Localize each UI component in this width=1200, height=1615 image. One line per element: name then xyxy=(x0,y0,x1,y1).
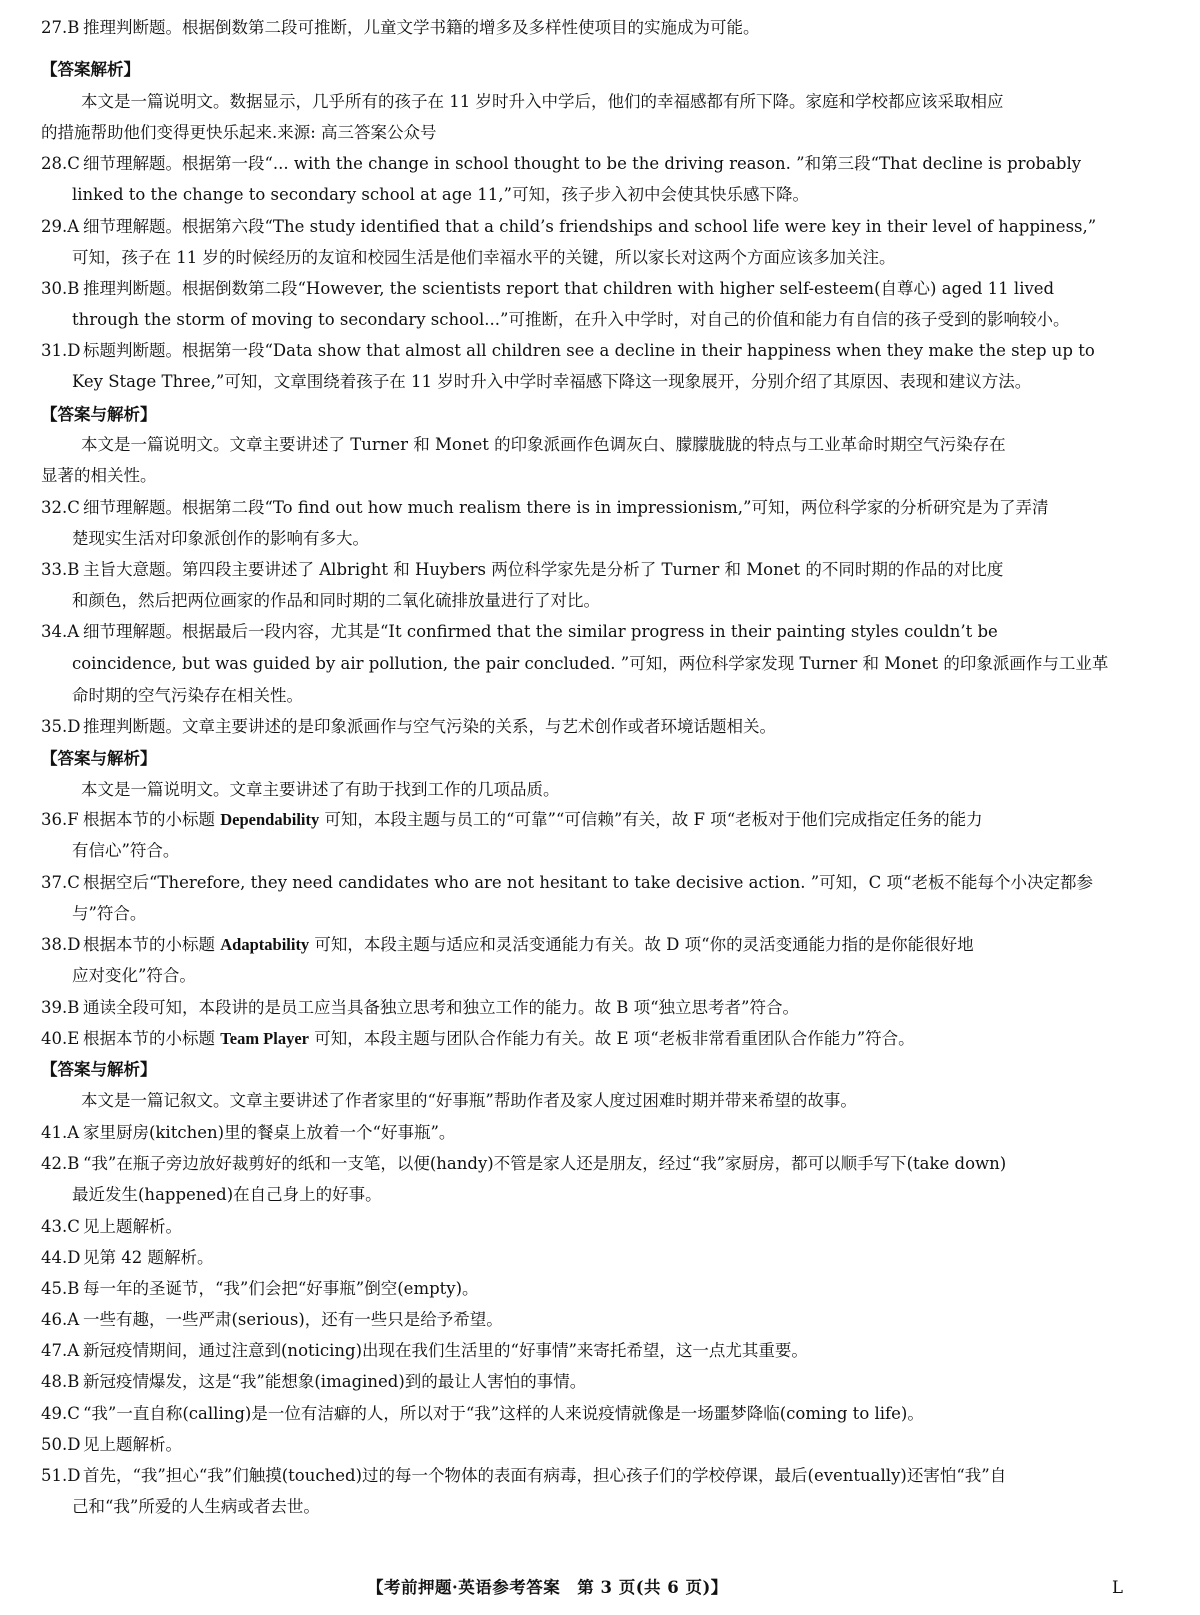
answer-item xyxy=(41,810,983,830)
answer-explanation: 推理判断题。根据倒数第二段可推断，儿童文学书籍的增多及多样性使项目的实施成为可能。 xyxy=(83,18,760,37)
answer-explanation: 通读全段可知，本段讲的是员工应当具备独立思考和独立工作的能力。故 B 项“独立思考者”符合。 xyxy=(83,998,799,1017)
answer-number: 49.C xyxy=(41,1404,80,1423)
answer-explanation-continued: 可知，本段主题与员工的“可靠”“可信赖”有关，故 F 项“老板对于他们完成指定任务的能力 xyxy=(319,810,983,829)
answer-item xyxy=(41,1154,1006,1174)
section-subtitle: Adaptability xyxy=(220,935,310,954)
answer-explanation: 一些有趣，一些严肃(serious)，还有一些只是给予希望。 xyxy=(83,1310,503,1329)
answer-number: 44.D xyxy=(41,1248,81,1267)
answer-number: 33.B xyxy=(41,560,80,579)
answer-number: 45.B xyxy=(41,1279,80,1298)
answer-number: 36.F xyxy=(41,810,79,829)
answer-continuation: 有信心”符合。 xyxy=(72,841,180,860)
answer-item xyxy=(41,935,974,955)
section-subtitle: Team Player xyxy=(220,1029,309,1048)
answer-continuation: Key Stage Three,”可知，文章围绕着孩子在 11 岁时升入中学时幸福感下降这一现象展开，分别介绍了其原因、表现和建议方法。 xyxy=(72,372,1032,391)
answer-number: 50.D xyxy=(41,1435,81,1454)
answer-explanation: 细节理解题。根据最后一段内容，尤其是“It confirmed that the similar progress in their painting styles couldn’t be xyxy=(83,622,998,641)
passage-summary-continued: 的措施帮助他们变得更快乐起来.来源: 高三答案公众号 xyxy=(41,123,437,142)
answer-explanation: 标题判断题。根据第一段“Data show that almost all children see a decline in their happiness when they make the step up to xyxy=(83,341,1095,360)
answer-item xyxy=(41,1341,808,1361)
answer-number: 43.C xyxy=(41,1217,80,1236)
answer-number: 39.B xyxy=(41,998,80,1017)
answer-number: 32.C xyxy=(41,498,80,517)
answer-explanation: 新冠疫情爆发，这是“我”能想象(imagined)到的最让人害怕的事情。 xyxy=(83,1372,587,1391)
answer-number: 40.E xyxy=(41,1029,80,1048)
answer-explanation-continued: 可知，本段主题与适应和灵活变通能力有关。故 D 项“你的灵活变通能力指的是你能很好地 xyxy=(309,935,974,954)
section-subtitle: Dependability xyxy=(220,810,320,829)
answer-explanation: “我”一直自称(calling)是一位有洁癖的人，所以对于“我”这样的人来说疫情就像是一场噩梦降临(coming to life)。 xyxy=(83,1404,924,1423)
passage-summary: 本文是一篇说明文。文章主要讲述了 Turner 和 Monet 的印象派画作色调灰白、朦朦胧胧的特点与工业革命时期空气污染存在 xyxy=(81,435,1006,454)
passage-summary: 本文是一篇记叙文。文章主要讲述了作者家里的“好事瓶”帮助作者及家人度过困难时期并带来希望的故事。 xyxy=(81,1091,857,1110)
answer-explanation: 首先，“我”担心“我”们触摸(touched)过的每一个物体的表面有病毒，担心孩子们的学校停课，最后(eventually)还害怕“我”自 xyxy=(83,1466,1007,1485)
answer-explanation-continued: 可知，本段主题与团队合作能力有关。故 E 项“老板非常看重团队合作能力”符合。 xyxy=(309,1029,915,1048)
answer-continuation: 楚现实生活对印象派创作的影响有多大。 xyxy=(72,529,369,548)
answer-explanation: 根据本节的小标题 xyxy=(83,810,221,829)
answer-explanation: 见上题解析。 xyxy=(83,1435,182,1454)
answer-number: 48.B xyxy=(41,1372,80,1391)
answer-item xyxy=(41,1123,455,1143)
section-heading: 【答案与解析】 xyxy=(41,405,157,424)
answer-number: 46.A xyxy=(41,1310,80,1329)
answer-item xyxy=(41,279,1054,299)
answer-continuation: 与”符合。 xyxy=(72,904,147,923)
answer-item xyxy=(41,1466,1006,1486)
answer-explanation: 每一年的圣诞节，“我”们会把“好事瓶”倒空(empty)。 xyxy=(83,1279,479,1298)
answer-explanation: 见上题解析。 xyxy=(83,1217,182,1236)
section-heading: 【答案解析】 xyxy=(41,60,140,79)
answer-number: 31.D xyxy=(41,341,81,360)
answer-item xyxy=(41,1435,182,1455)
answer-item xyxy=(41,622,998,642)
answer-explanation: 见第 42 题解析。 xyxy=(83,1248,214,1267)
answer-item xyxy=(41,1372,586,1392)
answer-item xyxy=(41,1248,214,1268)
answer-number: 41.A xyxy=(41,1123,80,1142)
answer-explanation: “我”在瓶子旁边放好裁剪好的纸和一支笔，以便(handy)不管是家人还是朋友，经过“我”家厨房，都可以顺手写下(take down) xyxy=(83,1154,1007,1173)
answer-continuation: 最近发生(happened)在自己身上的好事。 xyxy=(72,1185,382,1204)
answer-continuation: 和颜色，然后把两位画家的作品和同时期的二氧化硫排放量进行了对比。 xyxy=(72,591,600,610)
passage-summary-continued: 显著的相关性。 xyxy=(41,466,157,485)
answer-item xyxy=(41,560,1003,580)
answer-item xyxy=(41,498,1048,518)
page-footer: 【考前押题·英语参考答案 第 3 页(共 6 页)】 xyxy=(367,1578,728,1597)
answer-explanation: 根据本节的小标题 xyxy=(83,1029,221,1048)
answer-number: 37.C xyxy=(41,873,80,892)
answer-continuation: linked to the change to secondary school at age 11,”可知，孩子步入初中会使其快乐感下降。 xyxy=(72,185,809,204)
answer-number: 27.B xyxy=(41,18,80,37)
answer-item xyxy=(41,873,1093,893)
passage-summary: 本文是一篇说明文。文章主要讲述了有助于找到工作的几项品质。 xyxy=(81,780,560,799)
answer-explanation: 细节理解题。根据第二段“To find out how much realism there is in impressionism,”可知，两位科学家的分析研究是为了弄清 xyxy=(83,498,1049,517)
answer-continuation: 可知，孩子在 11 岁的时候经历的友谊和校园生活是他们幸福水平的关键，所以家长对这两个方面应该多加关注。 xyxy=(72,248,896,267)
answer-explanation: 细节理解题。根据第一段“... with the change in school thought to be the driving reason. ”和第三段“That decline is probably xyxy=(83,154,1082,173)
answer-explanation: 细节理解题。根据第六段“The study identified that a child’s friendships and school life were key in their level of happiness,” xyxy=(83,217,1097,236)
answer-continuation: through the storm of moving to secondary school...”可推断，在升入中学时，对自己的价值和能力有自信的孩子受到的影响较小。 xyxy=(72,310,1070,329)
answer-explanation: 推理判断题。文章主要讲述的是印象派画作与空气污染的关系，与艺术创作或者环境话题相关。 xyxy=(83,717,776,736)
answer-number: 42.B xyxy=(41,1154,80,1173)
answer-item xyxy=(41,1029,915,1049)
answer-item xyxy=(41,217,1096,237)
section-heading: 【答案与解析】 xyxy=(41,1060,157,1079)
answer-explanation: 根据空后“Therefore, they need candidates who are not hesitant to take decisive action. ”可知，C 项“老板不能每个小决定都参 xyxy=(83,873,1093,892)
answer-item xyxy=(41,341,1095,361)
answer-explanation: 推理判断题。根据倒数第二段“However, the scientists report that children with higher self-esteem(自尊心) aged 11 lived xyxy=(83,279,1055,298)
answer-number: 35.D xyxy=(41,717,81,736)
answer-number: 30.B xyxy=(41,279,80,298)
answer-item xyxy=(41,1279,479,1299)
answer-explanation: 家里厨房(kitchen)里的餐桌上放着一个“好事瓶”。 xyxy=(83,1123,456,1142)
section-heading: 【答案与解析】 xyxy=(41,749,157,768)
answer-item xyxy=(41,717,776,737)
answer-explanation: 根据本节的小标题 xyxy=(83,935,221,954)
answer-continuation: coincidence, but was guided by air pollution, the pair concluded. ”可知，两位科学家发现 Turner 和 Monet 的印象派画作与工业革 xyxy=(72,654,1109,673)
answer-number: 34.A xyxy=(41,622,80,641)
answer-explanation: 主旨大意题。第四段主要讲述了 Albright 和 Huybers 两位科学家先是分析了 Turner 和 Monet 的不同时期的作品的对比度 xyxy=(83,560,1004,579)
answer-item xyxy=(41,154,1081,174)
answer-continuation: 命时期的空气污染存在相关性。 xyxy=(72,686,303,705)
answer-item xyxy=(41,1310,503,1330)
version-code: L xyxy=(1112,1578,1123,1597)
answer-number: 38.D xyxy=(41,935,81,954)
answer-item xyxy=(41,18,760,38)
answer-item xyxy=(41,998,799,1018)
answer-item xyxy=(41,1404,924,1424)
answer-continuation: 己和“我”所爱的人生病或者去世。 xyxy=(72,1497,320,1516)
answer-number: 47.A xyxy=(41,1341,80,1360)
passage-summary: 本文是一篇说明文。数据显示，几乎所有的孩子在 11 岁时升入中学后，他们的幸福感都有所下降。家庭和学校都应该采取相应 xyxy=(81,92,1004,111)
answer-number: 29.A xyxy=(41,217,80,236)
answer-number: 28.C xyxy=(41,154,80,173)
answer-item xyxy=(41,1217,182,1237)
answer-continuation: 应对变化”符合。 xyxy=(72,966,196,985)
answer-number: 51.D xyxy=(41,1466,81,1485)
answer-explanation: 新冠疫情期间，通过注意到(noticing)出现在我们生活里的“好事情”来寄托希望，这一点尤其重要。 xyxy=(83,1341,808,1360)
